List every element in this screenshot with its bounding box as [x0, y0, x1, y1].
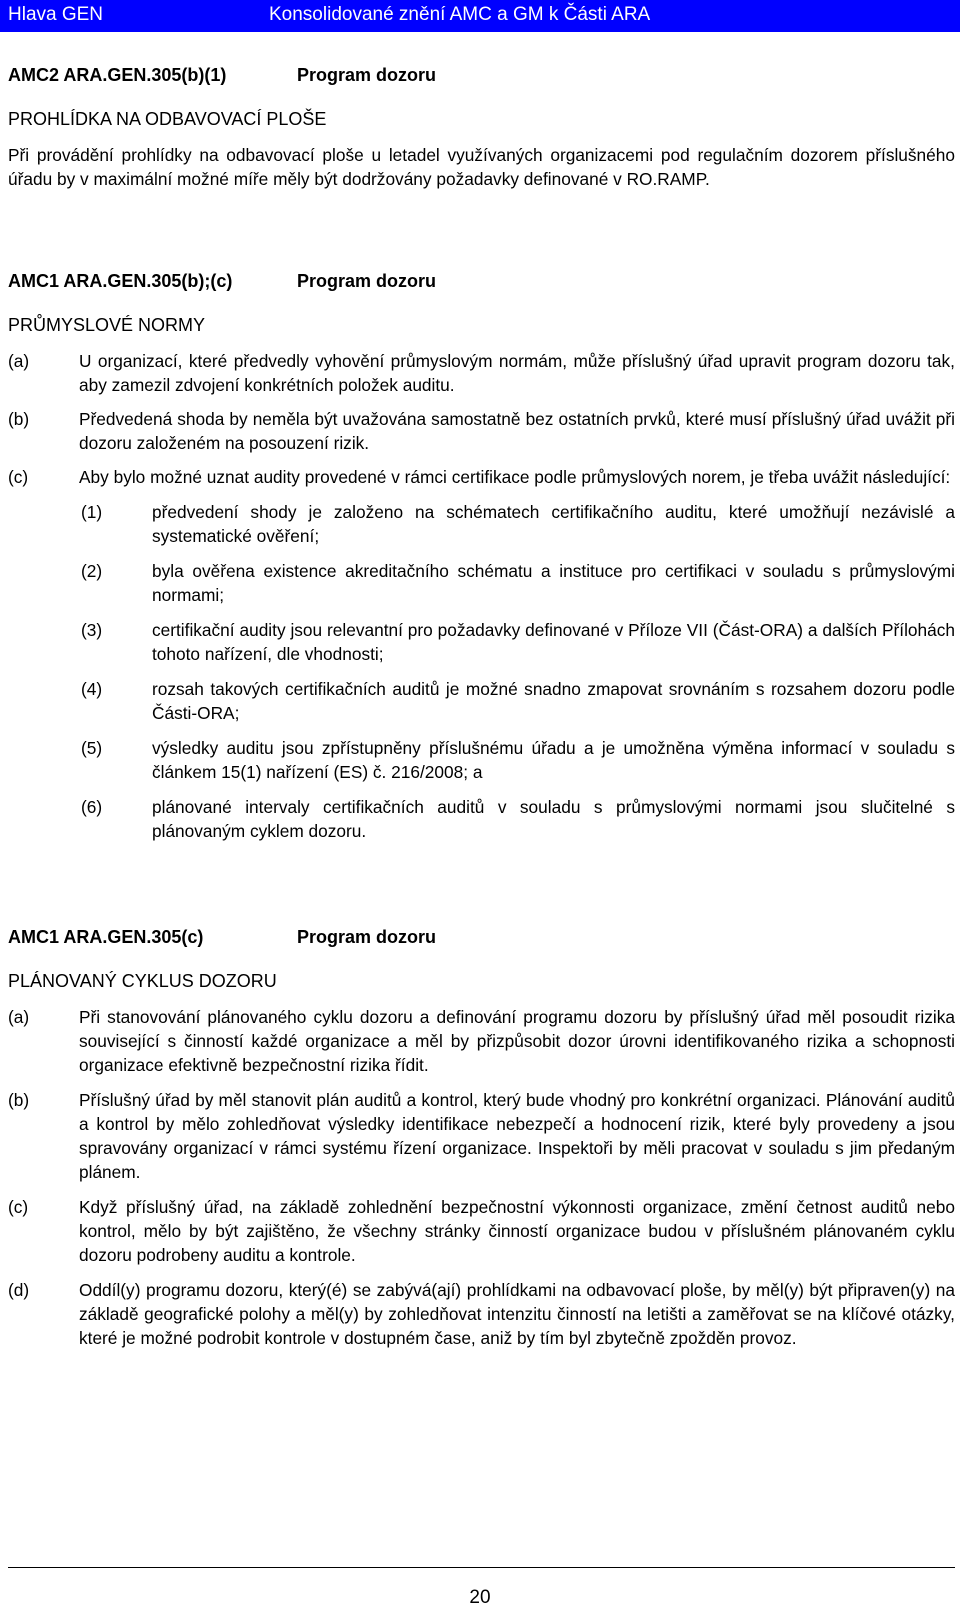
item-text: Když příslušný úřad, na základě zohlednění bezpečnostní výkonnosti organizace, změní četnost auditů nebo kontrol, mělo by být zajištěno, že všechny stránky činností organizace budou v příslušném plánovaném cyklu dozoru podrobeny auditu a kontrole.: [79, 1197, 955, 1265]
item-label: (c): [8, 1197, 29, 1217]
sub-list-item: [8, 500, 955, 548]
sub-list-item: [8, 618, 955, 666]
subitem-label: (4): [81, 679, 103, 699]
section-title: Program dozoru: [297, 927, 437, 947]
subitem-text: byla ověřena existence akreditačního schématu a instituce pro certifikaci v souladu s průmyslovými normami;: [152, 561, 955, 605]
item-label: (b): [8, 1090, 30, 1110]
section-subtitle: PROHLÍDKA NA ODBAVOVACÍ PLOŠE: [8, 109, 327, 129]
sub-list-item: [8, 559, 955, 607]
item-text: Při stanovování plánovaného cyklu dozoru a definování programu dozoru by příslušný úřad měl posoudit rizika související s činností každé organizace a měl by přizpůsobit dozor úrovni identifikovaného rizika a schopnosti organizace efektivně bezpečnostní rizika řídit.: [79, 1007, 955, 1075]
section-paragraph: Při provádění prohlídky na odbavovací ploše u letadel využívaných organizacemi pod regulačním dozorem příslušného úřadu by v maximální možné míře měly být dodržovány požadavky definované v RO.RAMP.: [8, 145, 955, 189]
subitem-text: plánované intervaly certifikačních auditů v souladu s průmyslovými normami jsou slučitelné s plánovaným cyklem dozoru.: [152, 797, 955, 841]
item-text: Předvedená shoda by neměla být uvažována samostatně bez ostatních prvků, které musí příslušný úřad uvážit při dozoru založeném na posouzení rizik.: [79, 409, 955, 453]
item-label: (b): [8, 409, 30, 429]
header-chapter: Hlava GEN: [8, 4, 104, 25]
subitem-text: certifikační audity jsou relevantní pro požadavky definované v Příloze VII (Část-ORA) a dalších Přílohách tohoto nařízení, dle vhodnosti;: [152, 620, 955, 664]
section-heading: [8, 65, 955, 89]
list-item: [8, 1005, 955, 1077]
item-text: Oddíl(y) programu dozoru, který(é) se zabývá(ají) prohlídkami na odbavovací ploše, by měl(y) být připraven(y) na základě geografické polohy a měl(y) by zohledňovat intenzitu činností na letišti a zaměřovat se na klíčové otázky, které je možné podrobit kontrole v dostupném čase, aniž by tím byl zbytečně zpožděn provoz.: [79, 1280, 955, 1348]
sub-list-item: [8, 736, 955, 784]
list-item: [8, 1278, 955, 1350]
section-title: Program dozoru: [297, 65, 437, 85]
item-label: (a): [8, 1007, 30, 1027]
subitem-label: (2): [81, 561, 103, 581]
subitem-label: (1): [81, 502, 103, 522]
subitem-text: výsledky auditu jsou zpřístupněny příslušnému úřadu a je umožněna výměna informací v souladu s článkem 15(1) nařízení (ES) č. 216/2008; a: [152, 738, 955, 782]
list-item: [8, 349, 955, 397]
subitem-text: rozsah takových certifikačních auditů je možné snadno zmapovat srovnáním s rozsahem dozoru podle Části-ORA;: [152, 679, 955, 723]
list-item: [8, 1088, 955, 1184]
section-code: AMC2 ARA.GEN.305(b)(1): [8, 65, 227, 85]
section-amc2-305b1: [8, 65, 955, 191]
section-amc1-305c: [8, 927, 955, 1350]
list-item: [8, 465, 955, 489]
list-item: [8, 407, 955, 455]
footer-divider: [8, 1567, 955, 1568]
section-subtitle: PLÁNOVANÝ CYKLUS DOZORU: [8, 971, 277, 991]
list-item: [8, 1195, 955, 1267]
sub-list-item: [8, 795, 955, 843]
item-text: Příslušný úřad by měl stanovit plán auditů a kontrol, který bude vhodný pro konkrétní organizaci. Plánování auditů a kontrol by mělo zohledňovat výsledky identifikace nebezpečí a hodnocení rizik, které byly provedeny a jsou spravovány organizací v rámci systému řízení organizace. Inspektoři by měli pracovat v souladu s jim předaným plánem.: [79, 1090, 955, 1182]
sub-list-item: [8, 677, 955, 725]
item-text: Aby bylo možné uznat audity provedené v rámci certifikace podle průmyslových norem, je třeba uvážit následující:: [79, 467, 951, 487]
section-heading: [8, 927, 955, 951]
subitem-label: (5): [81, 738, 103, 758]
section-heading: [8, 271, 955, 295]
header-document-title: Konsolidované znění AMC a GM k Části ARA: [269, 4, 651, 25]
section-code: AMC1 ARA.GEN.305(c): [8, 927, 204, 947]
section-subtitle: PRŮMYSLOVÉ NORMY: [8, 315, 206, 335]
section-amc1-305bc: [8, 271, 955, 843]
section-title: Program dozoru: [297, 271, 437, 291]
item-label: (c): [8, 467, 29, 487]
item-label: (a): [8, 351, 30, 371]
subitem-text: předvedení shody je založeno na schématech certifikačního auditu, které umožňují nezávislé a systematické ověření;: [152, 502, 955, 546]
section-code: AMC1 ARA.GEN.305(b);(c): [8, 271, 233, 291]
item-label: (d): [8, 1280, 30, 1300]
page-number: 20: [469, 1587, 491, 1608]
item-text: U organizací, které předvedly vyhovění průmyslovým normám, může příslušný úřad upravit program dozoru tak, aby zamezil zdvojení konkrétních položek auditu.: [79, 351, 955, 395]
page-header: [0, 0, 960, 32]
subitem-label: (3): [81, 620, 103, 640]
subitem-label: (6): [81, 797, 103, 817]
